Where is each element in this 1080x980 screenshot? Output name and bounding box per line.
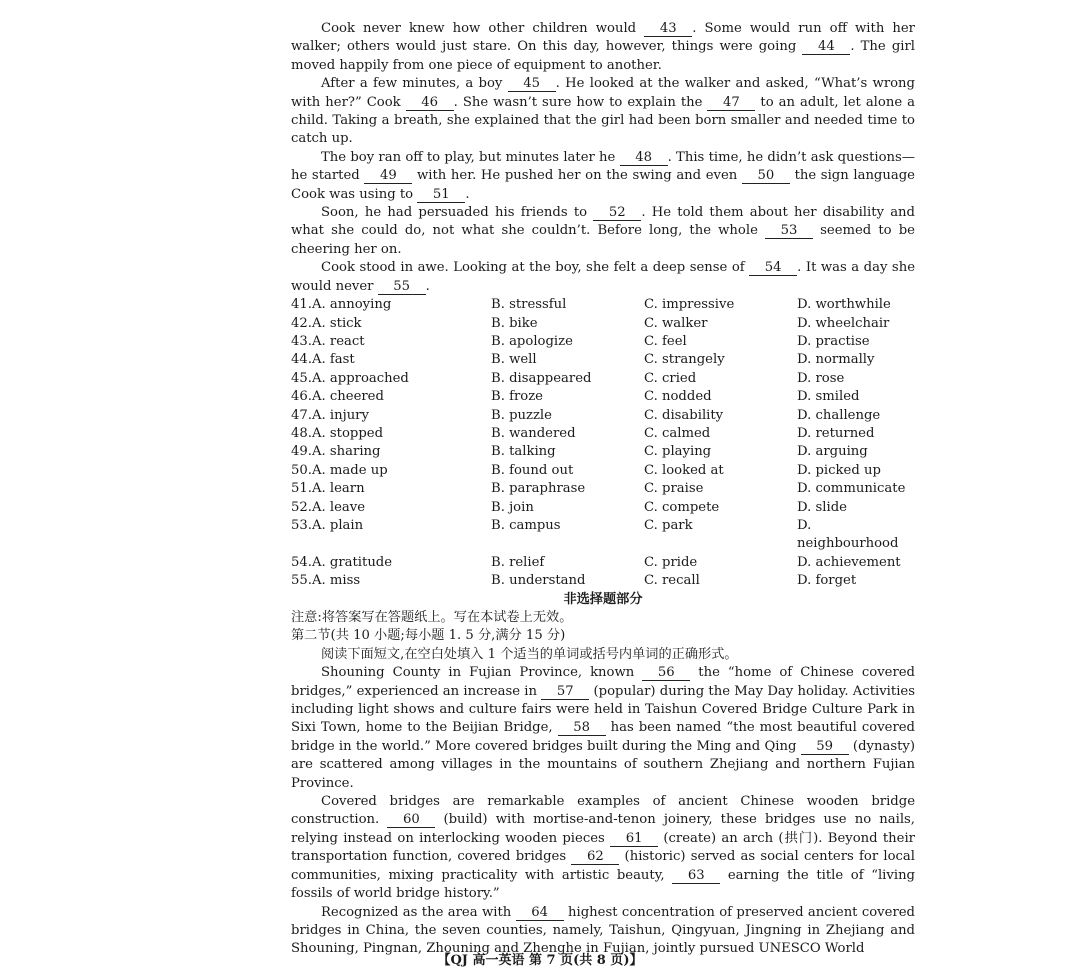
option-text: C. playing [644,444,712,460]
option-row [291,480,915,498]
option-row [291,333,915,351]
option-text: D. practise [797,333,870,349]
option-text: D. wheelchair [797,315,890,331]
passage2-paragraph-3: Recognized as the area with 64 highest concentration of preserved ancient covered bridges in China, the seven counties, namely, Taishun, Qingyuan, Jingning in Zhejiang and Shouning, Pingnan, Zhouning and Zhenghe in Fujian, jointly pursued UNESCO World [291,904,915,957]
option-text: A. react [311,333,365,349]
question-number: 49. [291,444,312,460]
option-text: A. annoying [311,297,392,313]
blank-51: 51 [417,187,465,203]
option-text: B. relief [491,554,545,570]
blank-52: 52 [593,205,641,221]
option-text: C. compete [644,499,720,515]
option-text: A. approached [311,370,409,386]
passage2-paragraph-1: Shouning County in Fujian Province, known 56 the “home of Chinese covered bridges,” experienced an increase in 57 (popular) during the May Day holiday. Activities including light shows and culture fairs were held in Taishun Covered Bridge Culture Park in Sixi Town, home to the Beijian Bridge, 58 has been named “the most beautiful covered bridge in the world.” More covered bridges built during the Ming and Qing 59 (dynasty) are scattered among villages in the mountains of southern Zhejiang and northern Fujian Province. [291,665,916,791]
option-text: C. cried [644,370,697,386]
option-text: D. rose [797,370,845,386]
option-text: C. disability [644,407,724,423]
blank-53: 53 [765,223,813,239]
content-column [291,20,915,959]
blank-57: 57 [541,684,589,700]
option-text: A. injury [311,407,369,423]
option-text: B. wandered [491,425,576,441]
option-text: C. strangely [644,352,725,368]
blank-62: 62 [571,849,619,865]
option-text: A. stopped [311,425,384,441]
option-row [291,351,915,369]
option-row [291,517,915,554]
option-row [291,370,915,388]
question-number: 43. [291,333,312,349]
question-number: 54. [291,554,312,570]
option-text: D. returned [797,425,875,441]
blank-47: 47 [707,95,755,111]
option-text: C. park [644,517,693,533]
blank-50: 50 [742,168,790,184]
blank-59: 59 [801,739,849,755]
question-number: 53. [291,517,312,533]
option-text: C. recall [644,573,700,589]
option-text: D. smiled [797,389,860,405]
question-number: 41. [291,297,312,313]
option-text: B. puzzle [491,407,552,423]
blank-49: 49 [364,168,412,184]
option-text: B. froze [491,389,543,405]
question-number: 42. [291,315,312,331]
option-text: A. plain [311,517,364,533]
question-number: 55. [291,573,312,589]
option-text: D. forget [797,573,857,589]
option-row [291,462,915,480]
option-text: D. neighbourhood [797,517,899,552]
question-number: 44. [291,352,312,368]
option-row [291,425,915,443]
passage2-paragraph-2: Covered bridges are remarkable examples of ancient Chinese wooden bridge construction. 60 (build) with mortise-and-tenon joinery, these bridges use no nails, relying instead on interlocking wooden pieces 61 (create) an arch (拱门). Beyond their transportation function, covered bridges 62 (historic) served as social centers for local communities, mixing practicality with artistic beauty, 63 earning the title of “living fossils of world bridge history.” [291,794,916,902]
option-text: B. join [491,499,534,515]
option-text: A. learn [311,481,365,497]
option-text: D. arguing [797,444,868,460]
passage1-paragraph-5: Cook stood in awe. Looking at the boy, she felt a deep sense of 54 . It was a day she would never 55 . [291,260,915,294]
option-text: D. picked up [797,462,881,478]
option-text: D. normally [797,352,875,368]
blank-58: 58 [558,720,606,736]
option-text: B. understand [491,573,586,589]
option-text: C. impressive [644,297,735,313]
blank-56: 56 [642,665,690,681]
option-text: D. communicate [797,481,906,497]
option-text: A. fast [311,352,355,368]
option-text: A. gratitude [311,554,393,570]
blank-45: 45 [508,76,556,92]
option-text: D. worthwhile [797,297,891,313]
section2-instruction: 阅读下面短文,在空白处填入 1 个适当的单词或括号内单词的正确形式。 [321,646,738,662]
option-text: A. miss [311,573,361,589]
option-text: C. feel [644,333,687,349]
blank-43: 43 [644,21,692,37]
page-footer: 【QJ 高一英语 第 7 页(共 8 页)】 [437,953,643,968]
option-row [291,443,915,461]
option-text: B. stressful [491,297,567,313]
question-number: 51. [291,481,312,497]
option-text: B. found out [491,462,574,478]
option-text: C. praise [644,481,704,497]
blank-61: 61 [610,831,658,847]
option-text: C. nodded [644,389,712,405]
blank-44: 44 [802,39,850,55]
question-number: 48. [291,425,312,441]
option-text: A. stick [311,315,362,331]
option-row [291,499,915,517]
option-row [291,572,915,590]
question-number: 45. [291,370,312,386]
option-text: C. walker [644,315,708,331]
passage1-paragraph-2: After a few minutes, a boy 45 . He looked at the walker and asked, “What’s wrong with her?” Cook 46 . She wasn’t sure how to explain the 47 to an adult, let alone a child. Taking a breath, she explained that the girl had been born smaller and needed time to catch up. [291,76,915,147]
question-number: 50. [291,462,312,478]
option-text: B. well [491,352,537,368]
option-text: B. talking [491,444,556,460]
option-text: C. looked at [644,462,724,478]
option-text: A. leave [311,499,366,515]
option-text: B. apologize [491,333,573,349]
option-text: A. sharing [311,444,381,460]
blank-48: 48 [620,150,668,166]
blank-60: 60 [387,812,435,828]
option-text: B. disappeared [491,370,592,386]
blank-55: 55 [378,279,426,295]
option-row [291,407,915,425]
answer-note: 注意:将答案写在答题纸上。写在本试卷上无效。 [291,610,573,625]
blank-64: 64 [516,905,564,921]
option-text: C. pride [644,554,698,570]
section-title: 非选择题部分 [563,591,643,607]
options-table [291,296,915,591]
blank-54: 54 [749,260,797,276]
option-text: A. cheered [311,389,384,405]
option-text: B. paraphrase [491,481,586,497]
blank-63: 63 [672,868,720,884]
option-row [291,296,915,314]
option-text: D. challenge [797,407,881,423]
option-text: C. calmed [644,425,711,441]
option-text: D. achievement [797,554,901,570]
question-number: 47. [291,407,312,423]
option-text: D. slide [797,499,847,515]
question-number: 52. [291,499,312,515]
option-text: B. bike [491,315,538,331]
option-row [291,388,915,406]
option-text: A. made up [311,462,388,478]
passage1-paragraph-3: The boy ran off to play, but minutes later he 48 . This time, he didn’t ask questions—he started 49 with her. He pushed her on the swing and even 50 the sign language Cook was using to 51 . [291,149,915,202]
passage1-paragraph-4: Soon, he had persuaded his friends to 52 . He told them about her disability and what she could do, not what she couldn’t. Before long, the whole 53 seemed to be cheering her on. [291,205,915,257]
option-text: B. campus [491,517,561,533]
section2-header: 第二节(共 10 小题;每小题 1. 5 分,满分 15 分) [291,628,566,644]
blank-46: 46 [406,95,454,111]
option-row [291,554,915,572]
question-number: 46. [291,389,312,405]
option-row [291,315,915,333]
passage1-paragraph-1: Cook never knew how other children would 43 . Some would run off with her walker; others would just stare. On this day, however, things were going 44 . The girl moved happily from one piece of equipment to another. [291,21,915,73]
